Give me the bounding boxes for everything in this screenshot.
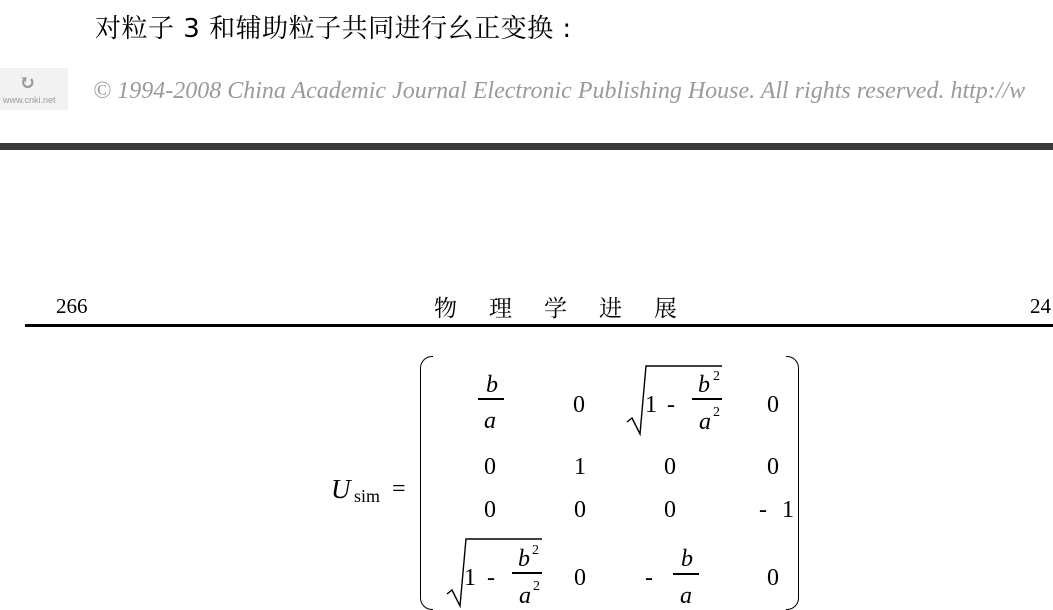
- matrix-b: b: [698, 372, 710, 398]
- matrix-entry: 0: [767, 565, 779, 591]
- matrix-minus: -: [487, 565, 495, 591]
- matrix-right-bracket: [786, 356, 799, 610]
- matrix-exponent: 2: [533, 579, 540, 594]
- refresh-icon: ↻: [19, 72, 36, 94]
- matrix-entry: 0: [767, 454, 779, 480]
- page-divider: [0, 143, 1053, 150]
- cnki-logo: [0, 68, 68, 110]
- matrix-entry: 0: [484, 454, 496, 480]
- matrix-left-bracket: [420, 356, 433, 610]
- fraction-bar: [478, 398, 504, 400]
- matrix-entry: 1: [782, 497, 794, 523]
- journal-title: 物理学进展: [434, 296, 709, 322]
- matrix-exponent: 2: [713, 369, 720, 384]
- matrix-exponent: 2: [713, 405, 720, 420]
- copyright-watermark: © 1994-2008 China Academic Journal Electronic Publishing House. All rights reserved. http://w: [93, 78, 1026, 104]
- header-rule: [25, 324, 1053, 327]
- page-number: 266: [56, 294, 88, 318]
- matrix-one: 1: [464, 565, 476, 591]
- volume-number: 24: [1030, 294, 1051, 318]
- logo-text: www.cnki.net: [3, 95, 56, 105]
- equation-lhs-subscript: sim: [354, 486, 381, 506]
- matrix-entry: 0: [484, 497, 496, 523]
- fraction-bar: [512, 572, 542, 574]
- matrix-minus: -: [667, 392, 675, 418]
- matrix-entry: 0: [664, 497, 676, 523]
- matrix-b: b: [486, 372, 498, 398]
- matrix-minus: -: [645, 565, 653, 591]
- matrix-minus: -: [759, 497, 767, 523]
- matrix-a: a: [680, 583, 692, 609]
- matrix-one: 1: [645, 392, 657, 418]
- equation-lhs-symbol: U: [331, 474, 351, 504]
- matrix-entry: 0: [574, 565, 586, 591]
- body-text-line: 对粒子 3 和辅助粒子共同进行幺正变换 :: [95, 14, 572, 44]
- matrix-b: b: [518, 546, 530, 572]
- matrix-a: a: [699, 409, 711, 435]
- matrix-exponent: 2: [532, 543, 539, 558]
- matrix-entry: 1: [574, 454, 586, 480]
- matrix-entry: 0: [573, 392, 585, 418]
- matrix-entry: 0: [574, 497, 586, 523]
- fraction-bar: [692, 398, 722, 400]
- matrix-b: b: [681, 546, 693, 572]
- matrix-a: a: [484, 408, 496, 434]
- matrix-a: a: [519, 583, 531, 609]
- matrix-entry: 0: [664, 454, 676, 480]
- matrix-entry: 0: [767, 392, 779, 418]
- fraction-bar: [673, 573, 699, 575]
- equals-sign: =: [392, 476, 406, 502]
